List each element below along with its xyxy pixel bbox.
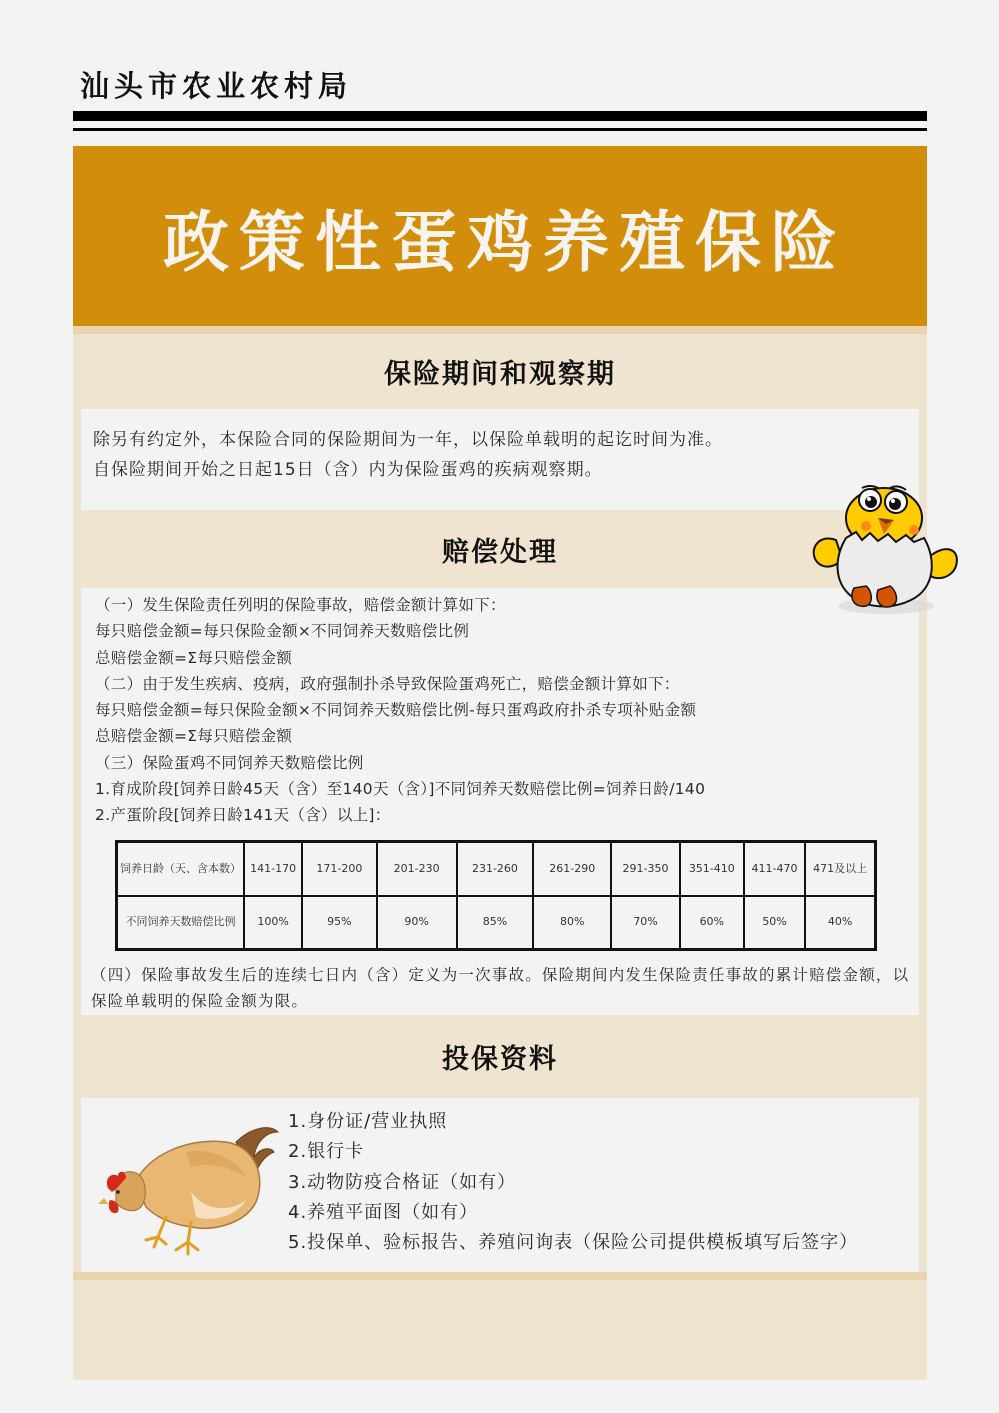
frame-top-strip: [73, 326, 927, 334]
table-row-ranges: [117, 842, 876, 896]
claims-line-1: （一）发生保险责任列明的保险事故，赔偿金额计算如下：: [95, 596, 506, 614]
list-item: 3.动物防疫合格证（如有）: [288, 1171, 517, 1193]
claims-note: （四）保险事故发生后的连续七日内（含）定义为一次事故。保险期间内发生保险责任事故的累计赔偿金额，以保险单载明的保险金额为限。: [91, 966, 910, 1011]
table-cell: 471及以上: [805, 842, 875, 896]
claims-line-8: 1.育成阶段[饲养日龄45天（含）至140天（含）]不同饲养天数赔偿比例=饲养日龄/140: [95, 780, 706, 799]
list-item: 4.养殖平面图（如有）: [288, 1201, 479, 1223]
compensation-ratio-table: [115, 840, 877, 951]
section-title-period: 保险期间和观察期: [384, 359, 616, 390]
claims-line-7: （三）保险蛋鸡不同饲养天数赔偿比例: [95, 753, 364, 772]
section-header-materials: [81, 1015, 919, 1098]
table-cell: 171-200: [302, 842, 376, 896]
list-item: 2.银行卡: [288, 1141, 365, 1163]
org-title: 汕头市农业农村局: [80, 69, 353, 103]
frame-bottom-strip: [73, 1272, 927, 1280]
table-cell: 50%: [744, 896, 805, 950]
section-body-claims: [81, 588, 919, 1015]
table-cell: 80%: [533, 896, 611, 950]
claims-line-2: 每只赔偿金额=每只保险金额×不同饲养天数赔偿比例: [95, 622, 470, 641]
table-cell: 40%: [805, 896, 875, 950]
table-cell: 351-410: [680, 842, 744, 896]
table-cell: 141-170: [244, 842, 302, 896]
table-cell: 411-470: [744, 842, 805, 896]
table-cell: 95%: [302, 896, 376, 950]
table-cell: 261-290: [533, 842, 611, 896]
claims-line-5: 每只赔偿金额=每只保险金额×不同饲养天数赔偿比例-每只蛋鸡政府扑杀专项补贴金额: [95, 701, 697, 720]
table-cell: 100%: [244, 896, 302, 950]
table-row-header: 饲养日龄（天、含本数）: [117, 842, 245, 896]
table-cell: 70%: [611, 896, 679, 950]
page-title: 政策性蛋鸡养殖保险: [163, 203, 847, 281]
claims-line-9: 2.产蛋阶段[饲养日龄141天（含）以上]：: [95, 806, 391, 825]
claims-line-3: 总赔偿金额=Σ每只赔偿金额: [95, 648, 293, 667]
table-cell: 201-230: [377, 842, 457, 896]
period-line-1: 除另有约定外，本保险合同的保险期间为一年，以保险单载明的起讫时间为准。: [93, 430, 723, 450]
section-title-materials: 投保资料: [442, 1044, 558, 1075]
header-rule-thin: [73, 128, 927, 131]
table-cell: 85%: [457, 896, 533, 950]
materials-list: [288, 1107, 858, 1258]
claims-line-6: 总赔偿金额=Σ每只赔偿金额: [95, 727, 293, 746]
table-cell: 90%: [377, 896, 457, 950]
section-title-claims: 赔偿处理: [442, 536, 558, 568]
list-item: 5.投保单、验标报告、养殖问询表（保险公司提供模板填写后签字）: [288, 1232, 859, 1254]
hen-illustration-icon: [96, 1122, 286, 1257]
table-cell: 60%: [680, 896, 744, 950]
list-item: 1.身份证/营业执照: [288, 1111, 448, 1132]
section-header-period: [81, 334, 919, 409]
chick-illustration-icon: [806, 478, 962, 618]
claims-line-4: （二）由于发生疾病、疫病，政府强制扑杀导致保险蛋鸡死亡，赔偿金额计算如下：: [95, 674, 680, 693]
section-header-claims: [81, 510, 919, 588]
header-rule-thick: [73, 111, 927, 121]
table-row-header: 不同饲养天数赔偿比例: [117, 896, 245, 950]
table-row-ratios: [117, 896, 876, 950]
table-cell: 231-260: [457, 842, 533, 896]
section-body-period: [81, 409, 919, 510]
period-line-2: 自保险期间开始之日起15日（含）内为保险蛋鸡的疾病观察期。: [93, 460, 603, 480]
hero-banner: [73, 146, 927, 326]
table-cell: 291-350: [611, 842, 679, 896]
